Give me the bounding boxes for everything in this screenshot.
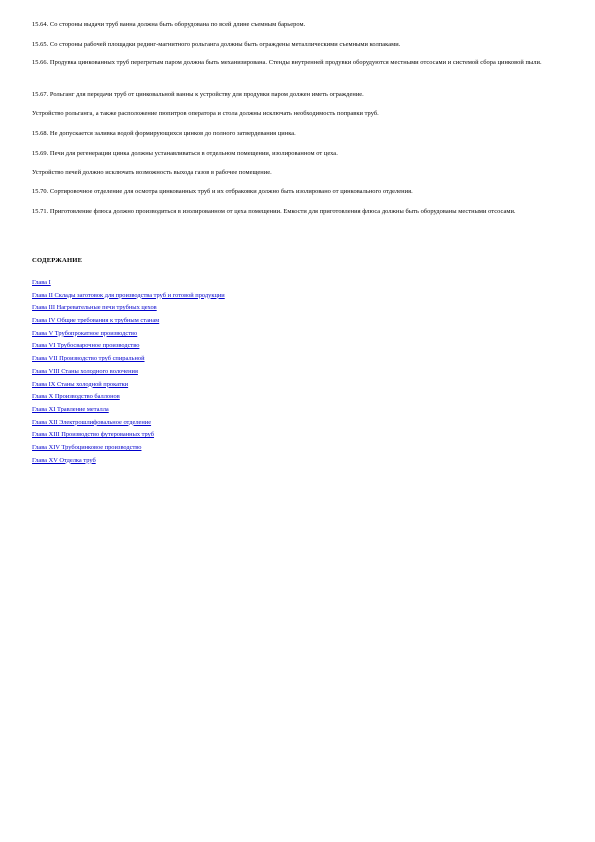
toc-link-chapter-11[interactable]: Глава XI Травление металла [32, 405, 109, 413]
toc-link-chapter-8[interactable]: Глава VIII Станы холодного волочения [32, 367, 138, 375]
toc-item [32, 353, 225, 366]
paragraph-15-66: 15.66. Продувка цинкованных труб перегретым паром должна быть механизирована. Стенды внутренней продувки оборудуются местными отсосами и системой сбора цинковой пыли. [32, 59, 542, 66]
toc-item [32, 366, 225, 379]
toc-item [32, 379, 225, 392]
toc-link-chapter-13[interactable]: Глава XIII Производство футерованных труб [32, 431, 155, 439]
toc-link-chapter-6[interactable]: Глава VI Трубосварочное производство [32, 342, 140, 350]
toc-item [32, 417, 225, 430]
toc-link-chapter-15[interactable]: Глава XV Отделка труб [32, 456, 96, 464]
toc-item [32, 277, 225, 290]
toc-item [32, 442, 225, 455]
toc-item [32, 429, 225, 442]
paragraph-rolgang: Устройство рольганга, а также расположение пюпитров оператора и стола должны исключать необходимость поправки труб. [32, 110, 379, 117]
paragraph-15-70: 15.70. Сортировочное отделение для осмотра цинкованных труб и их отбраковки должно быть изолировано от цинковального отделения. [32, 188, 413, 195]
toc-item [32, 391, 225, 404]
toc-link-chapter-1[interactable]: Глава I [32, 279, 51, 286]
toc-item [32, 455, 225, 468]
toc-link-chapter-10[interactable]: Глава X Производство баллонов [32, 393, 120, 401]
toc-link-chapter-9[interactable]: Глава IX Станы холодной прокатки [32, 380, 129, 388]
paragraph-15-67: 15.67. Рольганг для передачи труб от цинковальной ванны к устройству для продувки паром должен иметь ограждение. [32, 91, 364, 98]
toc-heading: СОДЕРЖАНИЕ [32, 257, 83, 264]
toc-link-chapter-4[interactable]: Глава IV Общие требования к трубным станам [32, 317, 160, 325]
toc-link-chapter-5[interactable]: Глава V Трубопрокатное производство [32, 329, 138, 337]
toc-item [32, 404, 225, 417]
toc-item [32, 302, 225, 315]
paragraph-15-69: 15.69. Печи для регенерации цинка должны устанавливаться в отдельном помещении, изолированном от цеха. [32, 150, 338, 157]
paragraph-15-71: 15.71. Приготовление флюса должно производиться в изолированном от цеха помещении. Емкости для приготовления флюса должны быть оборудованы местными отсосами. [32, 208, 516, 215]
toc-item [32, 290, 225, 303]
toc-link-chapter-2[interactable]: Глава II Склады заготовок для производства труб и готовой продукции [32, 291, 225, 299]
paragraph-15-65: 15.65. Со стороны рабочей площадки рединг-магнитного рольганга должны быть ограждены металлическими съемными колпаками. [32, 41, 401, 48]
toc-item [32, 315, 225, 328]
paragraph-furnaces: Устройство печей должно исключать возможность выхода газов в рабочее помещение. [32, 169, 272, 176]
toc-link-chapter-3[interactable]: Глава III Нагревательные печи трубных цехов [32, 304, 157, 312]
toc-link-chapter-12[interactable]: Глава XII Электрошлифовальное отделение [32, 418, 152, 426]
toc-item [32, 340, 225, 353]
toc-link-chapter-7[interactable]: Глава VII Производство труб спиральной [32, 355, 145, 363]
toc-item [32, 328, 225, 341]
paragraph-15-68: 15.68. Не допускается заливка водой формирующихся цинков до полного затвердевания цинка. [32, 130, 296, 137]
toc-link-chapter-14[interactable]: Глава XIV Трубоцинковое производство [32, 443, 142, 451]
toc-list [32, 277, 225, 467]
paragraph-15-64: 15.64. Со стороны выдачи труб ванна должна быть оборудована по всей длине съемным барьером. [32, 21, 306, 28]
